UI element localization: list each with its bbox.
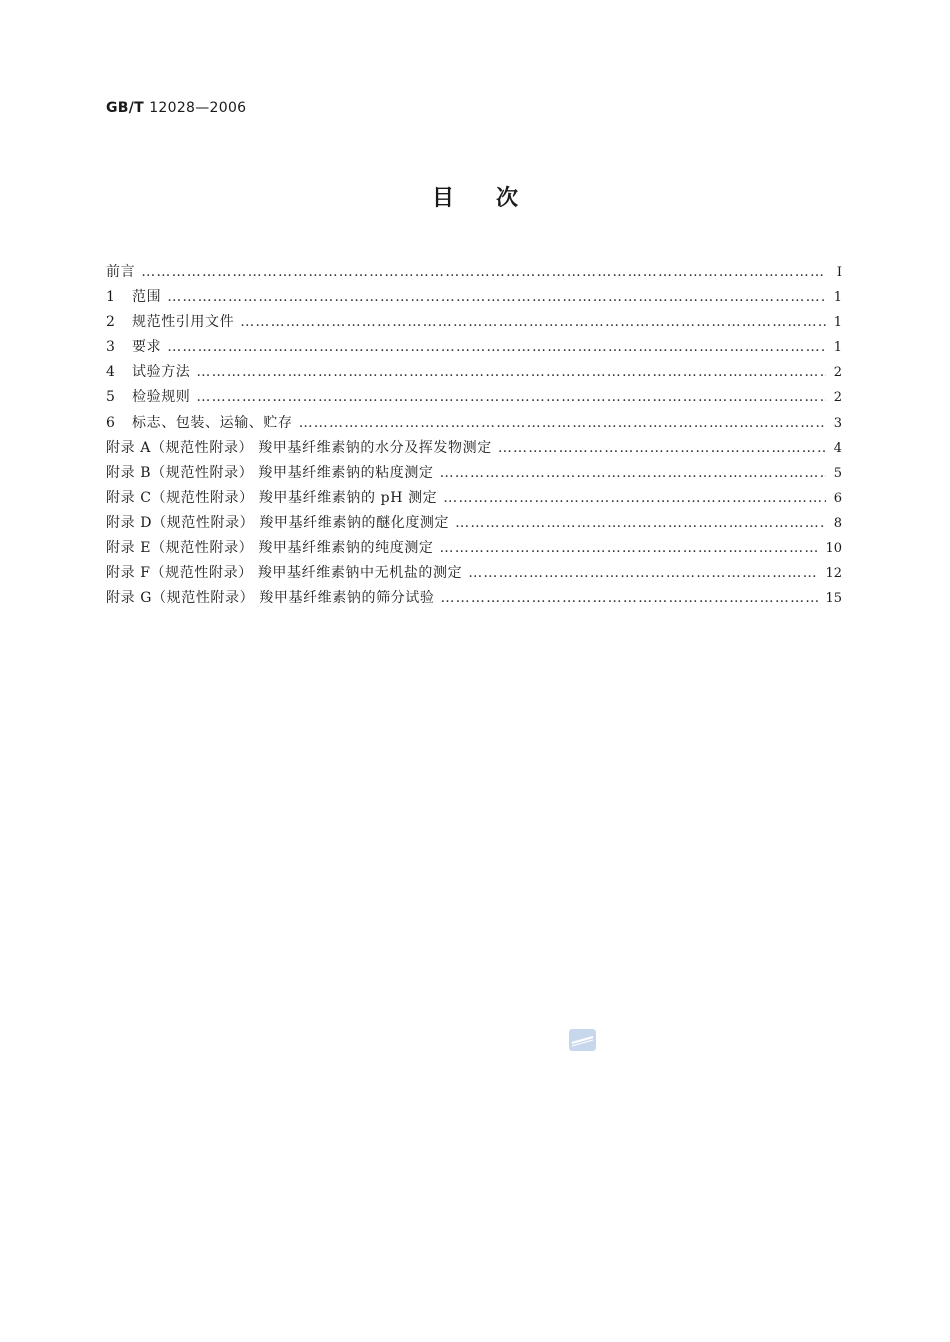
toc-entry-label-group [106,562,462,582]
toc-entry[interactable] [106,512,842,537]
toc-entry[interactable] [106,487,842,512]
toc-entry-label: 附录 F（规范性附录） 羧甲基纤维素钠中无机盐的测定 [106,565,463,582]
toc-dot-leader [443,490,826,506]
toc-dot-leader [167,289,826,305]
toc-entry-label: 要求 [132,339,162,356]
document-code [106,100,246,116]
toc-entry-label: 附录 B（规范性附录） 羧甲基纤维素钠的粘度测定 [106,464,434,481]
toc-entry-label: 检验规则 [132,389,191,406]
toc-entry-number: 6 [106,414,116,431]
toc-entry-label: 附录 E（规范性附录） 羧甲基纤维素钠的纯度测定 [106,540,434,557]
toc-entry-page: 2 [833,390,842,406]
toc-entry-label-group [106,261,135,281]
toc-entry[interactable] [106,286,842,311]
toc-entry-label: 范围 [132,289,162,306]
toc-entry[interactable] [106,462,842,487]
toc-entry[interactable] [106,261,842,286]
toc-entry-page: 2 [833,365,842,381]
toc-entry-label-group [106,361,190,381]
toc-entry-page: 1 [833,315,842,331]
toc-entry-label: 附录 C（规范性附录） 羧甲基纤维素钠的 pH 测定 [106,489,438,506]
toc-entry-page: 10 [825,541,842,557]
toc-entry-number: 2 [106,314,116,331]
toc-entry-page: 3 [833,415,842,431]
toc-entry-page: 5 [833,465,842,481]
toc-entry-page: 8 [833,515,842,531]
toc-entry-label-group [106,286,161,306]
toc-dot-leader [440,540,820,556]
toc-entry-label-group [106,386,190,406]
toc-entry-label: 规范性引用文件 [132,314,235,331]
toc-entry-label-group [106,336,161,356]
toc-entry-label-group [106,587,434,607]
toc-entry[interactable] [106,336,842,361]
toc-entry[interactable] [106,587,842,612]
toc-dot-leader [299,415,826,431]
toc-entry-label: 试验方法 [132,364,191,381]
toc-entry-label-group [106,311,234,331]
toc-entry-page: 12 [825,566,842,582]
toc-entry-page: 1 [833,340,842,356]
toc-entry[interactable] [106,537,842,562]
toc-entry-page: 4 [833,440,842,456]
toc-entry[interactable] [106,361,842,386]
toc-entry-label-group [106,462,434,482]
toc-dot-leader [440,590,819,606]
toc-dot-leader [468,565,819,581]
toc-entry-label-group [106,412,293,432]
toc-entry-number: 4 [106,364,116,381]
toc-entry[interactable] [106,437,842,462]
toc-entry-number: 3 [106,339,116,356]
toc-entry-label-group [106,537,434,557]
toc-entry-label: 附录 A（规范性附录） 羧甲基纤维素钠的水分及挥发物测定 [106,439,492,456]
toc-entry-number: 1 [106,289,116,306]
toc-entry-label: 前言 [106,264,136,280]
sac-logo-icon [569,1029,596,1051]
toc-dot-leader [196,364,826,380]
toc-entry-label-group [106,487,437,507]
table-of-contents [106,261,842,612]
toc-entry-label-group [106,437,492,457]
toc-dot-leader [440,465,826,481]
toc-dot-leader [141,264,826,280]
toc-entry-number: 5 [106,389,116,406]
toc-entry-page: 6 [833,490,842,506]
page-title: 目次 [431,186,560,211]
toc-dot-leader [498,440,826,456]
toc-entry[interactable] [106,412,842,437]
toc-entry[interactable] [106,386,842,411]
toc-entry-label-group [106,512,449,532]
toc-entry-page: 1 [833,290,842,306]
toc-dot-leader [167,339,826,355]
toc-entry-page: Ⅰ [836,265,842,280]
toc-entry-label: 附录 G（规范性附录） 羧甲基纤维素钠的筛分试验 [106,590,435,607]
code-prefix: GB/T [106,100,145,116]
toc-dot-leader [455,515,826,531]
code-number: 12028—2006 [149,100,247,116]
toc-entry[interactable] [106,311,842,336]
toc-entry-label: 标志、包装、运输、贮存 [132,414,293,431]
toc-entry-page: 15 [825,591,842,607]
toc-entry-label: 附录 D（规范性附录） 羧甲基纤维素钠的醚化度测定 [106,514,450,531]
toc-dot-leader [196,389,826,405]
toc-entry[interactable] [106,562,842,587]
toc-dot-leader [240,314,826,330]
